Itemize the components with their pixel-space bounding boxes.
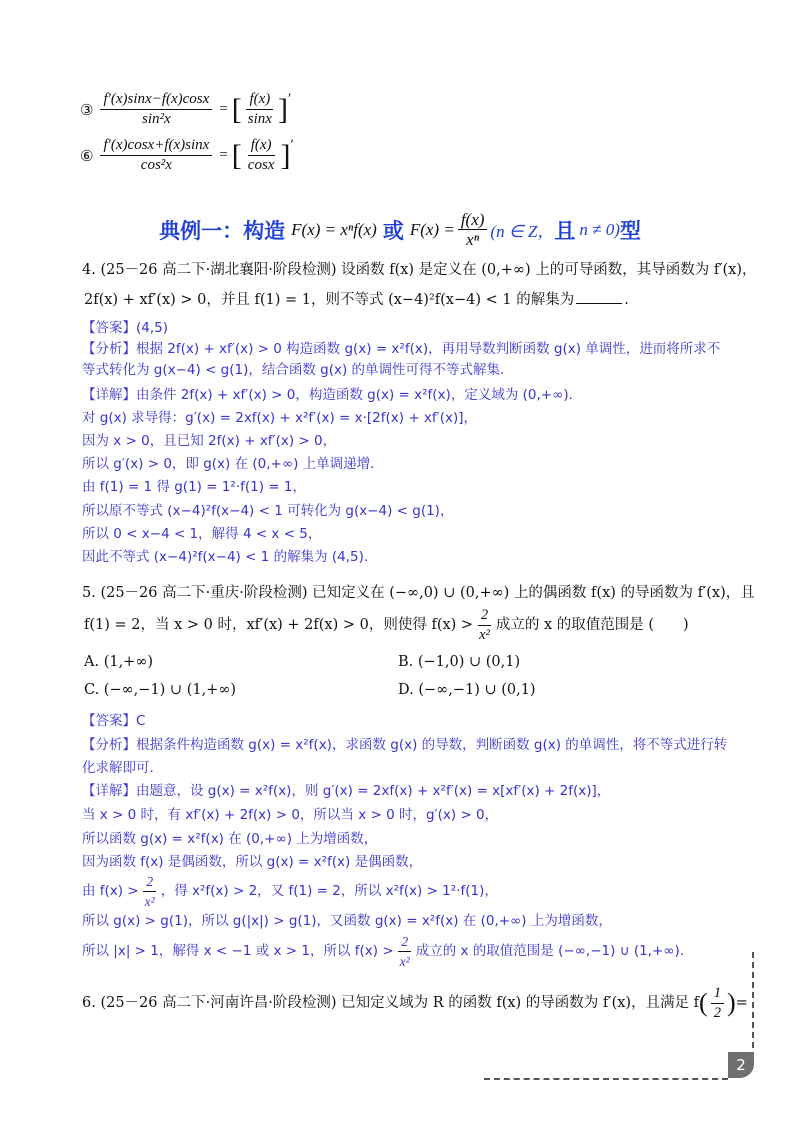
q5-analysis-2: 化求解即可. [82,760,154,776]
q4-detail-2: 对 g(x) 求导得：g′(x) = 2xf(x) + x²f′(x) = x·[2f(x) + xf′(x)]， [82,410,478,426]
q4-analysis-2: 等式转化为 g(x−4) < g(1)，结合函数 g(x) 的单调性可得不等式解集. [82,362,505,378]
q4-answer: 【答案】(4,5) [82,320,169,336]
q4-line-2: 2f(x) + xf′(x) > 0，并且 f(1) = 1，则不等式 (x−4)²f(x−4) < 1 的解集为 . [84,289,629,310]
formula-3-rhs: $\frac{f(x)}{\sin x}$ [247,91,272,127]
q5-answer: 【答案】C [82,713,146,729]
q5-detail-6: 所以 g(x) > g(1)，所以 g(|x|) > g(1)，又函数 g(x) = x²f(x) 在 (0,+∞) 上为增函数， [82,913,612,929]
formula-6-number: ⑥ [80,146,94,165]
q4-detail-1: 【详解】由条件 2f(x) + xf′(x) > 0，构造函数 g(x) = x²f(x)，定义域为 (0,+∞). [82,387,573,403]
dashed-border-vertical [752,952,754,1048]
option-b: B. (−1,0) ∪ (0,1) [398,654,521,670]
q4-analysis-1: 【分析】根据 2f(x) + xf′(x) > 0 构造函数 g(x) = x²f(x)，再用导数判断函数 g(x) 单调性，进而将所求不 [82,341,721,357]
section-heading: 典例一：构造 F(x) = xⁿf(x) 或 F(x) = $\frac{f(x)}{\text{xⁿ}}$ (n ∈ Z， 且 n ≠ 0) 型 [159,210,641,249]
option-d: D. (−∞,−1) ∪ (0,1) [398,682,536,698]
q5-detail-7: 所以 |x| > 1，解得 x < −1 或 x > 1，所以 f(x) > $\frac{2}{\text{x²}}$ 成立的 x 的取值范围是 (−∞,−1) ∪ (1,+∞). [82,933,685,969]
q4-detail-8: 因此不等式 (x−4)²f(x−4) < 1 的解集为 (4,5). [82,549,369,565]
q5-detail-1: 【详解】由题意，设 g(x) = x²f(x)，则 g′(x) = 2xf(x) + x²f′(x) = x[xf′(x) + 2f(x)]， [82,783,611,799]
q5-line-1: 5. (25－26 高二下·重庆·阶段检测) 已知定义在 (−∞,0) ∪ (0,+∞) 上的偶函数 f(x) 的导函数为 f′(x)，且 [82,585,755,601]
q5-detail-3: 所以函数 g(x) = x²f(x) 在 (0,+∞) 上为增函数， [82,831,378,847]
option-a: A. (1,+∞) [84,654,154,670]
formula-6: ⑥ $\frac{f'(x)\cos x+f(x)\sin x}{\text{cos²x}}$ = [ $\frac{f(x)}{\cos x}$ ] ′ [80,137,294,173]
formula-3-lhs: $\frac{f'(x)\sin x-f(x)\cos x}{\text{sin²x}}$ [100,91,212,128]
q4-detail-6: 所以原不等式 (x−4)²f(x−4) < 1 可转化为 g(x−4) < g(1)， [82,503,454,519]
q5-detail-5: 由 f(x) > $\frac{2}{\text{x²}}$ ，得 x²f(x) > 2，又 f(1) = 2，所以 x²f(x) > 1²·f(1)， [82,873,498,909]
formula-6-lhs: $\frac{f'(x)\cos x+f(x)\sin x}{\text{cos²x}}$ [100,137,212,174]
q4-line-1: 4. (25－26 高二下·湖北襄阳·阶段检测) 设函数 f(x) 是定义在 (0,+∞) 上的可导函数，其导函数为 f′(x)， [82,262,757,278]
q5-line-2: f(1) = 2，当 x > 0 时，xf′(x) + 2f(x) > 0，则使得 f(x) > $\frac{2}{\text{x²}}$ 成立的 x 的取值范围是 ( ) [84,606,689,643]
answer-blank [576,289,622,304]
q4-detail-7: 所以 0 < x−4 < 1，解得 4 < x < 5， [82,526,322,542]
dashed-border-horizontal [484,1078,728,1080]
q5-detail-4: 因为函数 f(x) 是偶函数，所以 g(x) = x²f(x) 是偶函数， [82,854,423,870]
option-c: C. (−∞,−1) ∪ (1,+∞) [84,682,237,698]
q4-detail-3: 因为 x > 0，且已知 2f(x) + xf′(x) > 0， [82,433,337,449]
q4-detail-4: 所以 g′(x) > 0，即 g(x) 在 (0,+∞) 上单调递增. [82,456,375,472]
q5-detail-2: 当 x > 0 时，有 xf′(x) + 2f(x) > 0，所以当 x > 0 时，g′(x) > 0， [82,807,499,823]
page-number: 2 [728,1052,754,1078]
q4-detail-5: 由 f(1) = 1 得 g(1) = 1²·f(1) = 1， [82,479,306,495]
formula-3: ③ $\frac{f'(x)\sin x-f(x)\cos x}{\text{sin²x}}$ = [ $\frac{f(x)}{\sin x}$ ] ′ [80,91,292,127]
formula-6-rhs: $\frac{f(x)}{\cos x}$ [247,137,275,173]
formula-3-number: ③ [80,100,94,119]
q5-analysis-1: 【分析】根据条件构造函数 g(x) = x²f(x)，求函数 g(x) 的导数，判断函数 g(x) 的单调性，将不等式进行转 [82,737,728,753]
q6-line-1: 6. (25－26 高二下·河南许昌·阶段检测) 已知定义域为 R 的函数 f(x) 的导函数为 f′(x)，且满足 f ( $\frac{1}{2}$ ) = [82,984,748,1021]
